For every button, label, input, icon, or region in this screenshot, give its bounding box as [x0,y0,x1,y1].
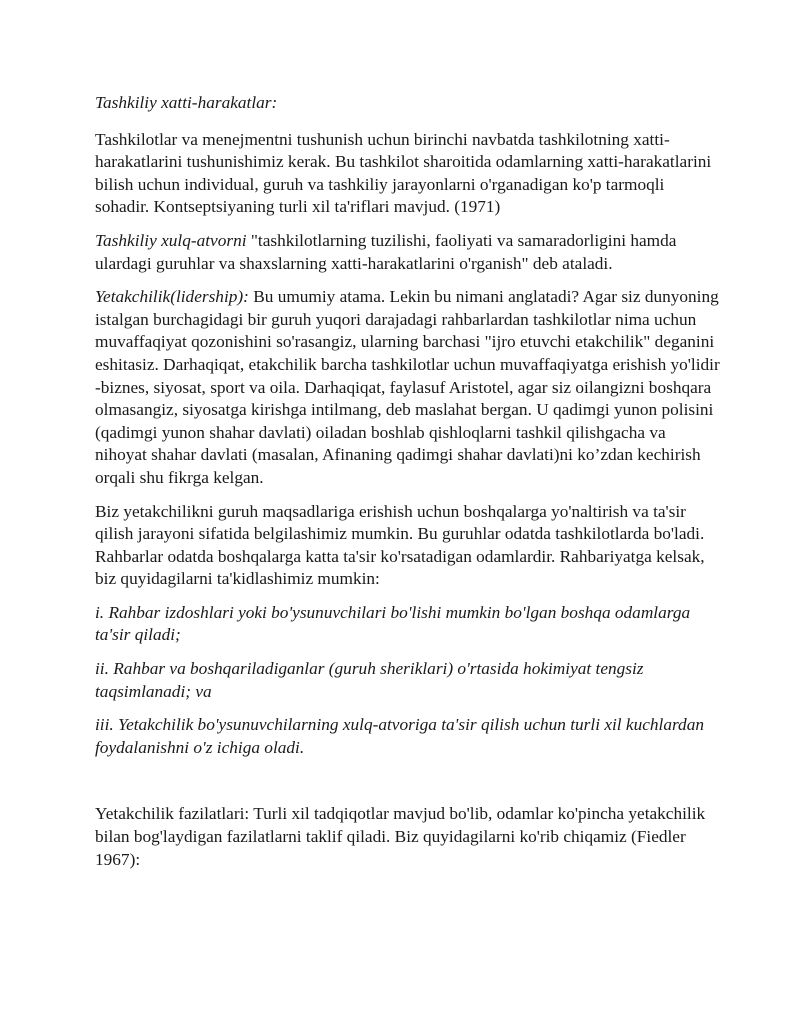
list-item: i. Rahbar izdoshlari yoki bo'ysunuvchilari bo'lishi mumkin bo'lgan boshqa odamlarga ta'sir qiladi; [95,602,691,645]
paragraph-org-behavior-intro: Tashkilotlar va menejmentni tushunish uchun birinchi navbatda tashkilotning xatti-harakatlarini tushunishimiz kerak. Bu tashkilot sharoitida odamlarning xatti-harakatlarini bilish uchun individual, guruh va tashkiliy jarayonlarni o'rganadigan ko'p tarmoqli sohadir. Kontseptsiyaning turli xil ta'riflari mavjud. (1971) [95,129,712,217]
paragraph-leadership [95,286,720,489]
leadership-text: Bu umumiy atama. Lekin bu nimani anglatadi? Agar siz dunyoning istalgan burchagidagi bir guruh yuqori darajadagi rahbarlardan tashkilotlar nima uchun muvaffaqiyat qozonishini so'rasangiz, ularning barchasi "ijro etuvchi etakchilik" deganini eshitasiz. Darhaqiqat, etakchilik barcha tashkilotlar uchun muvaffaqiyatga erishish yo'lidir -biznes, siyosat, sport va oila. Darhaqiqat, faylasuf Aristotel, agar siz oilangizni boshqara olmasangiz, siyosatga kirishga intilmang, deb maslahat bergan. U qadimgi yunon polisini (qadimgi yunon shahar davlati) oiladan boshlab qishloqlarni tashkil qilishgacha va nihoyat shahar davlati (masalan, Afinaning qadimgi shahar davlati)ni ko’zdan kechirish orqali shu fikrga kelgan. [95,287,720,487]
list-item: iii. Yetakchilik bo'ysunuvchilarning xulq-atvoriga ta'sir qilish uchun turli xil kuchlardan foydalanishni o'z ichiga oladi. [95,715,704,757]
paragraph-leadership-qualities: Yetakchilik fazilatlari: Turli xil tadqiqotlar mavjud bo'lib, odamlar ko'pincha yetakchilik bilan bog'laydigan fazilatlarni taklif qiladi. Biz quyidagilarni ko'rib chiqamiz (Fiedler 1967): [95,804,706,869]
section-heading: Tashkiliy xatti-harakatlar: [95,93,278,112]
definition-text: "tashkilotlarning tuzilishi, faoliyati va samaradorligini hamda ulardagi guruhlar va shaxslarning xatti-harakatlarini o'rganish" deb ataladi. [95,230,677,273]
paragraph-org-behavior-definition [95,230,720,275]
paragraph-leadership-definition: Biz yetakchilikni guruh maqsadlariga erishish uchun boshqalarga yo'naltirish va ta'sir qilish jarayoni sifatida belgilashimiz mumkin. Bu guruhlar odatda tashkilotlarda bo'ladi. Rahbarlar odatda boshqalarga katta ta'sir ko'rsatadigan odamlardir. Rahbariyatga kelsak, biz quyidagilarni ta'kidlashimiz mumkin: [95,501,705,589]
term-org-behavior: Tashkiliy xulq-atvorni [95,230,247,250]
blank-line [95,770,720,803]
document-page [95,92,720,882]
term-leadership: Yetakchilik(lidership): [95,287,249,307]
list-item: ii. Rahbar va boshqariladiganlar (guruh sheriklari) o'rtasida hokimiyat tengsiz taqsimlanadi; va [95,659,644,701]
